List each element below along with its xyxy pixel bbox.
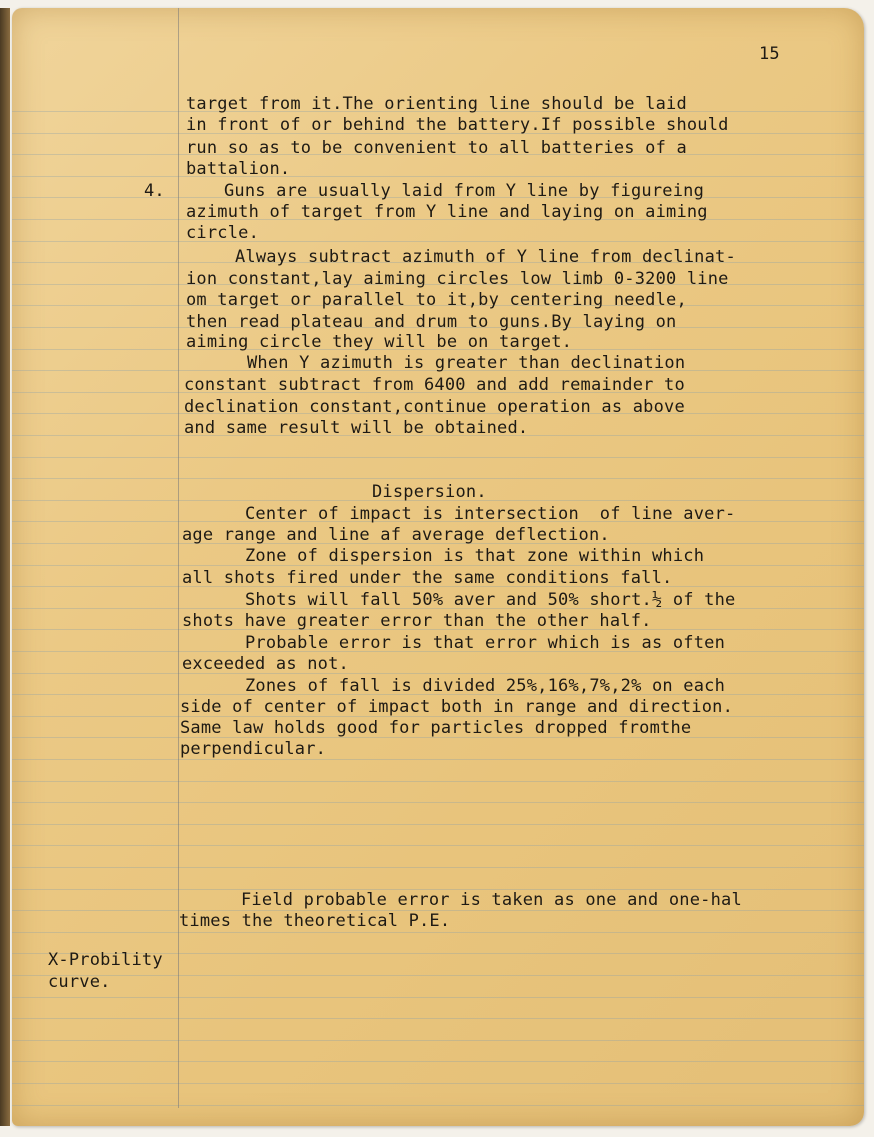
ruled-line	[12, 975, 864, 976]
text-line: declination constant,continue operation as above	[184, 397, 685, 417]
ruled-line	[12, 457, 864, 458]
text-line: Center of impact is intersection of line aver-	[245, 504, 736, 524]
margin-note-line: X-Probility	[48, 950, 163, 970]
ruled-line	[12, 241, 864, 242]
text-line: side of center of impact both in range and direction.	[180, 697, 734, 717]
ruled-line	[12, 781, 864, 782]
ruled-line	[12, 802, 864, 803]
ruled-line	[12, 478, 864, 479]
ruled-line	[12, 824, 864, 825]
text-line: Zones of fall is divided 25%,16%,7%,2% on each	[245, 676, 726, 696]
text-line: Guns are usually laid from Y line by figureing	[224, 181, 705, 201]
text-line: When Y azimuth is greater than declination	[247, 353, 686, 373]
ruled-line	[12, 1061, 864, 1062]
notebook-binding	[0, 8, 10, 1126]
text-line: aiming circle they will be on target.	[186, 332, 573, 352]
text-line: Always subtract azimuth of Y line from declinat-	[235, 247, 736, 267]
ruled-line	[12, 1105, 864, 1106]
section-heading: Dispersion.	[372, 482, 487, 502]
ruled-line	[12, 1083, 864, 1084]
text-line: ion constant,lay aiming circles low limb 0-3200 line	[186, 269, 729, 289]
text-line: Same law holds good for particles dropped fromthe	[180, 718, 692, 738]
text-line: times the theoretical P.E.	[179, 911, 451, 931]
text-line: in front of or behind the battery.If possible should	[186, 115, 729, 135]
text-line: age range and line af average deflection.	[182, 525, 610, 545]
text-line: om target or parallel to it,by centering needle,	[186, 290, 687, 310]
ruled-line	[12, 1040, 864, 1041]
text-line: azimuth of target from Y line and laying on aiming	[186, 202, 708, 222]
text-line: Field probable error is taken as one and one-hal	[241, 890, 742, 910]
text-line: exceeded as not.	[182, 654, 349, 674]
text-line: target from it.The orienting line should be laid	[186, 94, 687, 114]
ruled-line	[12, 673, 864, 674]
notebook-page	[12, 8, 864, 1126]
section-number: 4.	[144, 181, 165, 201]
ruled-line	[12, 759, 864, 760]
ruled-line	[12, 932, 864, 933]
ruled-line	[12, 845, 864, 846]
text-line: then read plateau and drum to guns.By laying on	[186, 312, 677, 332]
ruled-line	[12, 1018, 864, 1019]
margin-rule	[178, 8, 179, 1108]
margin-note-line: curve.	[48, 972, 111, 992]
text-line: Zone of dispersion is that zone within which	[245, 546, 705, 566]
text-line: circle.	[186, 223, 260, 243]
text-line: run so as to be convenient to all batteries of a	[186, 138, 687, 158]
text-line: shots have greater error than the other half.	[182, 611, 652, 631]
text-line: constant subtract from 6400 and add remainder to	[184, 375, 685, 395]
text-line: perpendicular.	[180, 739, 327, 759]
text-line: and same result will be obtained.	[184, 418, 529, 438]
text-line: all shots fired under the same conditions fall.	[182, 568, 673, 588]
ruled-line	[12, 997, 864, 998]
ruled-line	[12, 176, 864, 177]
ruled-line	[12, 867, 864, 868]
text-line: Probable error is that error which is as often	[245, 633, 726, 653]
text-line: battalion.	[186, 159, 291, 179]
page-number: 15	[759, 44, 780, 64]
text-line: Shots will fall 50% aver and 50% short.½ of the	[245, 590, 736, 610]
